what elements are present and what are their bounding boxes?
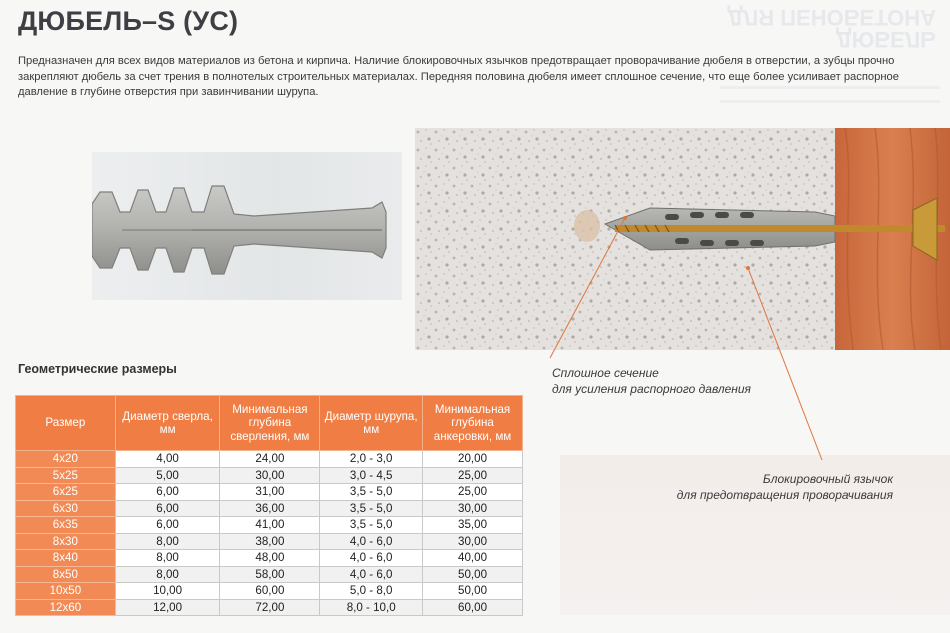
cell-anchor-depth: 30,00 bbox=[423, 533, 523, 550]
cell-size: 6x25 bbox=[16, 484, 116, 501]
callout-locking-tab-line-2: для предотвращения проворачивания bbox=[676, 488, 893, 502]
column-header-size: Размер bbox=[16, 396, 116, 451]
cell-size: 12x60 bbox=[16, 599, 116, 616]
cell-screw-diameter: 5,0 - 8,0 bbox=[320, 583, 423, 600]
cell-screw-diameter: 8,0 - 10,0 bbox=[320, 599, 423, 616]
cell-anchor-depth: 50,00 bbox=[423, 583, 523, 600]
cell-size: 8x50 bbox=[16, 566, 116, 583]
table-heading: Геометрические размеры bbox=[18, 362, 177, 376]
cell-drill-diameter: 5,00 bbox=[115, 467, 220, 484]
cell-screw-diameter: 4,0 - 6,0 bbox=[320, 533, 423, 550]
cell-anchor-depth: 30,00 bbox=[423, 500, 523, 517]
cell-drill-diameter: 4,00 bbox=[115, 451, 220, 468]
column-header-anchor-depth: Минимальная глубина анкеровки, мм bbox=[423, 396, 523, 451]
cell-drill-depth: 36,00 bbox=[220, 500, 320, 517]
cell-drill-diameter: 10,00 bbox=[115, 583, 220, 600]
cell-drill-depth: 60,00 bbox=[220, 583, 320, 600]
callout-solid-section-line-2: для усиления распорного давления bbox=[552, 382, 751, 396]
callout-solid-section-line-1: Сплошное сечение bbox=[552, 366, 659, 380]
callout-solid-section bbox=[552, 365, 751, 397]
column-header-screw-diameter: Диаметр шурупа, мм bbox=[320, 396, 423, 451]
table-row bbox=[16, 451, 523, 468]
cell-drill-diameter: 6,00 bbox=[115, 500, 220, 517]
table-row bbox=[16, 500, 523, 517]
product-description: Предназначен для всех видов материалов из бетона и кирпича. Наличие блокировочных язычков предотвращает проворачивание дюбеля в отверстии, а зубцы прочно закрепляют дюбель за счет трения в полнотелых строительных материалах. Передняя половина дюбеля имеет сплошное сечение, что еще более усиливает распорное давление в глубине отверстия при завинчивании шурупа. bbox=[18, 55, 899, 98]
column-header-drill-depth: Минимальная глубина сверления, мм bbox=[220, 396, 320, 451]
cell-drill-diameter: 8,00 bbox=[115, 550, 220, 567]
cell-anchor-depth: 50,00 bbox=[423, 566, 523, 583]
table-row bbox=[16, 583, 523, 600]
cell-drill-diameter: 12,00 bbox=[115, 599, 220, 616]
dimensions-table bbox=[15, 395, 523, 616]
leader-locking-tab bbox=[748, 268, 822, 460]
cell-drill-diameter: 6,00 bbox=[115, 484, 220, 501]
cell-anchor-depth: 25,00 bbox=[423, 467, 523, 484]
page-title: ДЮБЕЛЬ–S (УС) bbox=[18, 6, 239, 36]
table-row bbox=[16, 533, 523, 550]
cell-drill-diameter: 6,00 bbox=[115, 517, 220, 534]
cell-size: 8x30 bbox=[16, 533, 116, 550]
cell-screw-diameter: 4,0 - 6,0 bbox=[320, 566, 423, 583]
table-row bbox=[16, 599, 523, 616]
cell-screw-diameter: 3,5 - 5,0 bbox=[320, 517, 423, 534]
cell-drill-depth: 30,00 bbox=[220, 467, 320, 484]
cell-size: 6x35 bbox=[16, 517, 116, 534]
cell-drill-depth: 31,00 bbox=[220, 484, 320, 501]
ghost-heading-line-1: ДЮБЕЛЬ bbox=[835, 27, 936, 52]
column-header-drill-diameter: Диаметр сверла, мм bbox=[115, 396, 220, 451]
cell-size: 10x50 bbox=[16, 583, 116, 600]
callout-locking-tab bbox=[653, 471, 893, 503]
table-row bbox=[16, 467, 523, 484]
leader-solid-section bbox=[550, 218, 625, 358]
cell-size: 5x25 bbox=[16, 467, 116, 484]
cell-drill-depth: 41,00 bbox=[220, 517, 320, 534]
table-row bbox=[16, 484, 523, 501]
callout-locking-tab-line-1: Блокировочный язычок bbox=[762, 472, 893, 486]
cell-anchor-depth: 20,00 bbox=[423, 451, 523, 468]
table-row bbox=[16, 517, 523, 534]
cell-anchor-depth: 60,00 bbox=[423, 599, 523, 616]
cell-screw-diameter: 2,0 - 3,0 bbox=[320, 451, 423, 468]
leader-dot bbox=[623, 216, 627, 220]
cell-anchor-depth: 35,00 bbox=[423, 517, 523, 534]
table-header-row bbox=[16, 396, 523, 451]
cell-size: 6x30 bbox=[16, 500, 116, 517]
leader-dot bbox=[746, 266, 750, 270]
cell-screw-diameter: 4,0 - 6,0 bbox=[320, 550, 423, 567]
cell-drill-depth: 24,00 bbox=[220, 451, 320, 468]
cell-drill-depth: 58,00 bbox=[220, 566, 320, 583]
ghost-heading-line-2: ДЛЯ ПЕНОБЕТОНА bbox=[727, 5, 936, 30]
cell-anchor-depth: 25,00 bbox=[423, 484, 523, 501]
cell-size: 4x20 bbox=[16, 451, 116, 468]
cell-drill-depth: 38,00 bbox=[220, 533, 320, 550]
table-row bbox=[16, 550, 523, 567]
cell-anchor-depth: 40,00 bbox=[423, 550, 523, 567]
cell-size: 8x40 bbox=[16, 550, 116, 567]
cell-drill-diameter: 8,00 bbox=[115, 533, 220, 550]
cell-screw-diameter: 3,5 - 5,0 bbox=[320, 500, 423, 517]
table-row bbox=[16, 566, 523, 583]
cell-drill-depth: 72,00 bbox=[220, 599, 320, 616]
cell-screw-diameter: 3,5 - 5,0 bbox=[320, 484, 423, 501]
cell-screw-diameter: 3,0 - 4,5 bbox=[320, 467, 423, 484]
cell-drill-depth: 48,00 bbox=[220, 550, 320, 567]
cell-drill-diameter: 8,00 bbox=[115, 566, 220, 583]
